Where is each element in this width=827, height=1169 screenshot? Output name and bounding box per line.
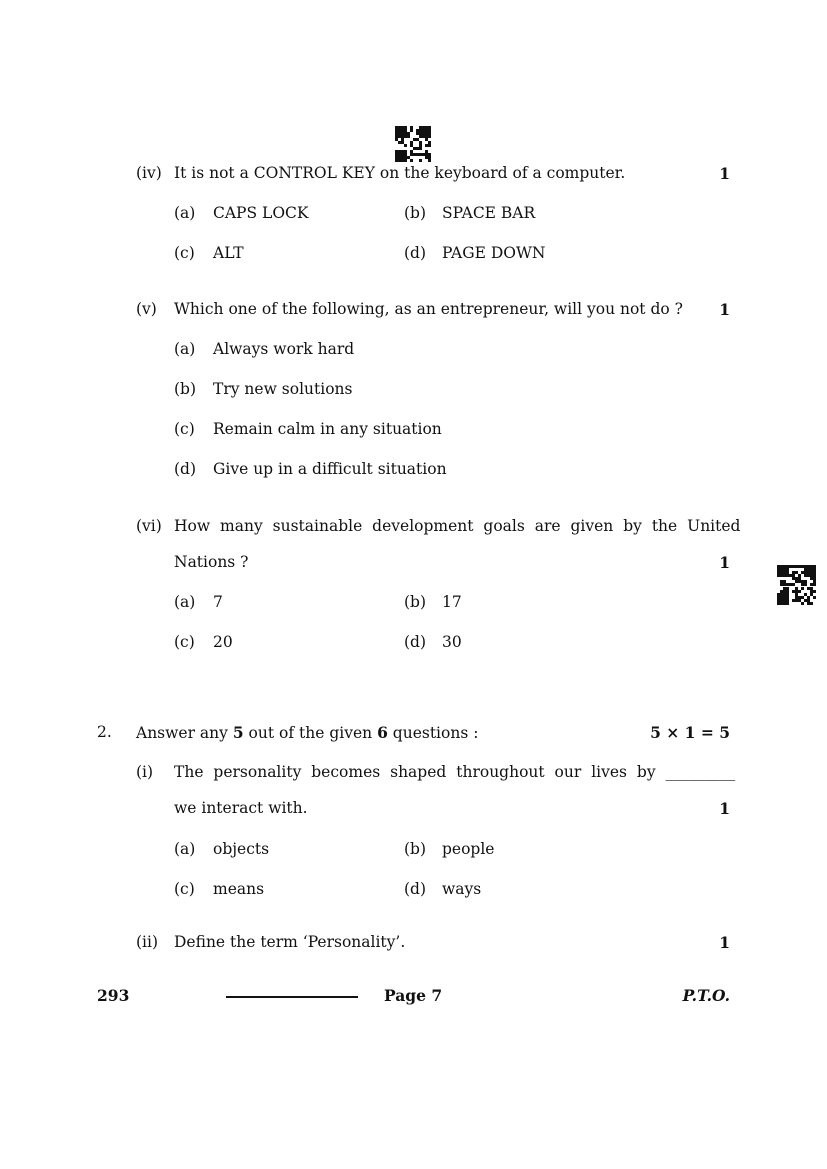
question-number: (iv)	[136, 164, 162, 182]
qr-code-top	[395, 126, 431, 162]
question-instruction	[136, 723, 478, 742]
option-text: 30	[442, 633, 462, 651]
option-text: Always work hard	[213, 340, 355, 358]
question-number: (ii)	[136, 933, 159, 951]
question-text-continued: Nations ?	[174, 553, 249, 571]
option-label: (a)	[174, 840, 196, 858]
qr-code-side	[777, 565, 817, 605]
instruction-text: out of the given	[243, 724, 378, 742]
option-text: SPACE BAR	[442, 204, 536, 222]
option-label: (b)	[404, 204, 427, 222]
question-marks: 1	[719, 164, 730, 183]
option-label: (d)	[174, 460, 197, 478]
question-marks: 1	[719, 300, 730, 319]
question-number: (v)	[136, 300, 157, 318]
qr-module	[813, 602, 816, 605]
option-text: CAPS LOCK	[213, 204, 309, 222]
qr-module	[428, 159, 431, 162]
question-text: Define the term ‘Personality’.	[174, 933, 406, 951]
option-label: (a)	[174, 204, 196, 222]
option-text: 20	[213, 633, 233, 651]
section-marks: 5 × 1 = 5	[650, 723, 730, 742]
page-number: Page 7	[384, 986, 443, 1005]
option-label: (d)	[404, 633, 427, 651]
option-text: Give up in a difficult situation	[213, 460, 447, 478]
option-text: Try new solutions	[213, 380, 353, 398]
question-number: 2.	[97, 723, 112, 741]
option-text: means	[213, 880, 265, 898]
instruction-count: 5	[232, 723, 244, 742]
pto-label: P.T.O.	[682, 986, 730, 1005]
footer-rule	[226, 996, 358, 998]
option-text: people	[442, 840, 495, 858]
question-text: The personality becomes shaped throughout our lives by _________	[174, 763, 736, 781]
option-label: (a)	[174, 340, 196, 358]
option-label: (d)	[404, 880, 427, 898]
option-label: (c)	[174, 420, 195, 438]
option-label: (b)	[404, 840, 427, 858]
option-text: ALT	[213, 244, 244, 262]
option-text: 17	[442, 593, 462, 611]
option-label: (c)	[174, 880, 195, 898]
option-label: (a)	[174, 593, 196, 611]
question-number: (vi)	[136, 517, 162, 535]
option-label: (c)	[174, 244, 195, 262]
option-text: Remain calm in any situation	[213, 420, 442, 438]
option-text: objects	[213, 840, 270, 858]
option-text: ways	[442, 880, 482, 898]
question-marks: 1	[719, 799, 730, 818]
option-label: (b)	[404, 593, 427, 611]
option-text: PAGE DOWN	[442, 244, 546, 262]
option-label: (b)	[174, 380, 197, 398]
instruction-total: 6	[377, 723, 388, 742]
question-marks: 1	[719, 933, 730, 952]
question-text: Which one of the following, as an entrepreneur, will you not do ?	[174, 300, 683, 318]
question-text-continued: we interact with.	[174, 799, 308, 817]
instruction-text: Answer any	[136, 724, 233, 742]
question-marks: 1	[719, 553, 730, 572]
question-number: (i)	[136, 763, 154, 781]
question-text: It is not a CONTROL KEY on the keyboard of a computer.	[174, 164, 626, 182]
option-text: 7	[213, 593, 223, 611]
question-text: How many sustainable development goals are given by the United	[174, 517, 741, 535]
instruction-text: questions :	[387, 724, 479, 742]
option-label: (c)	[174, 633, 195, 651]
option-label: (d)	[404, 244, 427, 262]
paper-code: 293	[97, 986, 130, 1005]
